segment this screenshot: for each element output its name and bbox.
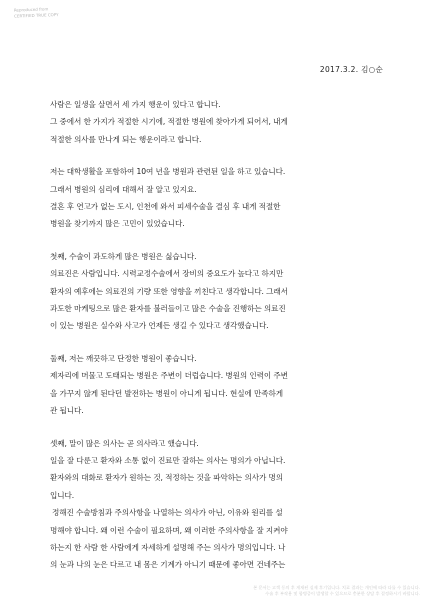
text-line: 셋째, 말이 많은 의사는 곧 의사라고 했습니다.: [50, 438, 199, 448]
disclaimer-line: 본 문서는 고객 동의 후 게재된 실제 후기입니다. 치료 결과는 개인에 따라 다를 수 있습니다.: [253, 585, 420, 590]
text-line: 저는 대학생활을 포함하여 10여 년을 병원과 관련된 일을 하고 있습니다.: [50, 167, 286, 177]
copy-stamp-line: CERTIFIED TRUE COPY: [14, 12, 59, 19]
paragraph-first-reason: [50, 248, 380, 335]
text-line: 사람은 일생을 살면서 세 가지 행운이 있다고 합니다.: [50, 100, 221, 109]
text-line: 둘째, 저는 깨끗하고 단정한 병원이 좋습니다.: [50, 353, 197, 363]
text-line: 입니다.: [50, 490, 75, 500]
text-line: 환자의 예후에는 의료진의 기량 또한 영향을 끼친다고 생각합니다. 그래서: [50, 286, 288, 296]
copy-stamp: [14, 4, 104, 19]
text-line: 병원을 찾기까지 많은 고민이 있었습니다.: [50, 219, 185, 229]
text-line: 환자와의 대화로 환자가 원하는 것, 적정하는 것을 파악하는 의사가 명의: [50, 473, 283, 483]
text-line: 정해진 수술방침과 주의사항을 나열하는 의사가 아닌, 이유와 원리를 설: [52, 508, 283, 518]
text-line: 일을 잘 다룬고 환자와 소통 없이 진료만 잘하는 의사는 명의가 아닙니다.: [50, 455, 286, 465]
text-line: 명해야 합니다. 왜 이런 수술이 필요하며, 왜 이러한 주의사항을 잘 지켜야: [50, 525, 288, 535]
text-line: 이 있는 병원은 실수와 사고가 언제든 생길 수 있다고 생각했습니다.: [50, 321, 269, 331]
letter-date: 2017.3.2.: [319, 65, 359, 74]
paragraph-intro: [50, 96, 380, 148]
text-line: 그 중에서 한 가지가 적절한 시기에, 적절한 병원에 찾아가게 되어서, 내게: [50, 117, 288, 127]
paragraph-second-reason: [50, 350, 380, 420]
paragraph-background: [50, 163, 380, 233]
disclaimer-footer: [150, 585, 420, 597]
paragraph-third-reason: [50, 435, 380, 574]
text-line: 과도한 마케팅으로 많은 환자를 불러들이고 많은 수술을 진행하는 의료진: [50, 304, 286, 314]
author-name: 김○순: [361, 65, 383, 74]
text-line: 첫째, 수술이 과도하게 많은 병원은 싫습니다.: [50, 251, 197, 261]
letter-body: [50, 96, 380, 589]
text-line: 그래서 병원의 심리에 대해서 잘 알고 있지요.: [50, 184, 197, 194]
copy-stamp-line: Reproduced from: [13, 6, 49, 13]
text-line: 결혼 후 연고가 없는 도시, 인천에 와서 피세수술을 결심 후 내게 적절한: [50, 202, 281, 212]
text-line: 의료진은 사람입니다. 시력교정수술에서 장비의 중요도가 높다고 하지만: [50, 269, 284, 279]
date-signature: [320, 64, 383, 75]
text-line: 을 가꾸지 않게 된다던 발전하는 병원이 아니게 됩니다. 현실에 만족하게: [50, 388, 283, 398]
text-line: 의 눈과 나의 눈은 다르고 내 몸은 기계가 아니기 때문에 좋아면 건네주는: [50, 560, 286, 570]
text-line: 관 됩니다.: [50, 406, 84, 416]
text-line: 하는지 한 사람 한 사람에게 자세하게 설명해 주는 의사가 명의입니다. 나: [50, 542, 286, 552]
disclaimer-line: 수술 후 부작용 및 합병증이 발생할 수 있으므로 충분한 상담 후 결정하시기 바랍니다.: [265, 591, 420, 596]
text-line: 적절한 의사를 만나게 되는 행운이라고 합니다.: [50, 134, 202, 144]
text-line: 제자리에 머물고 도태되는 병원은 주변이 더럽습니다. 병원의 인력이 주변: [50, 371, 288, 381]
